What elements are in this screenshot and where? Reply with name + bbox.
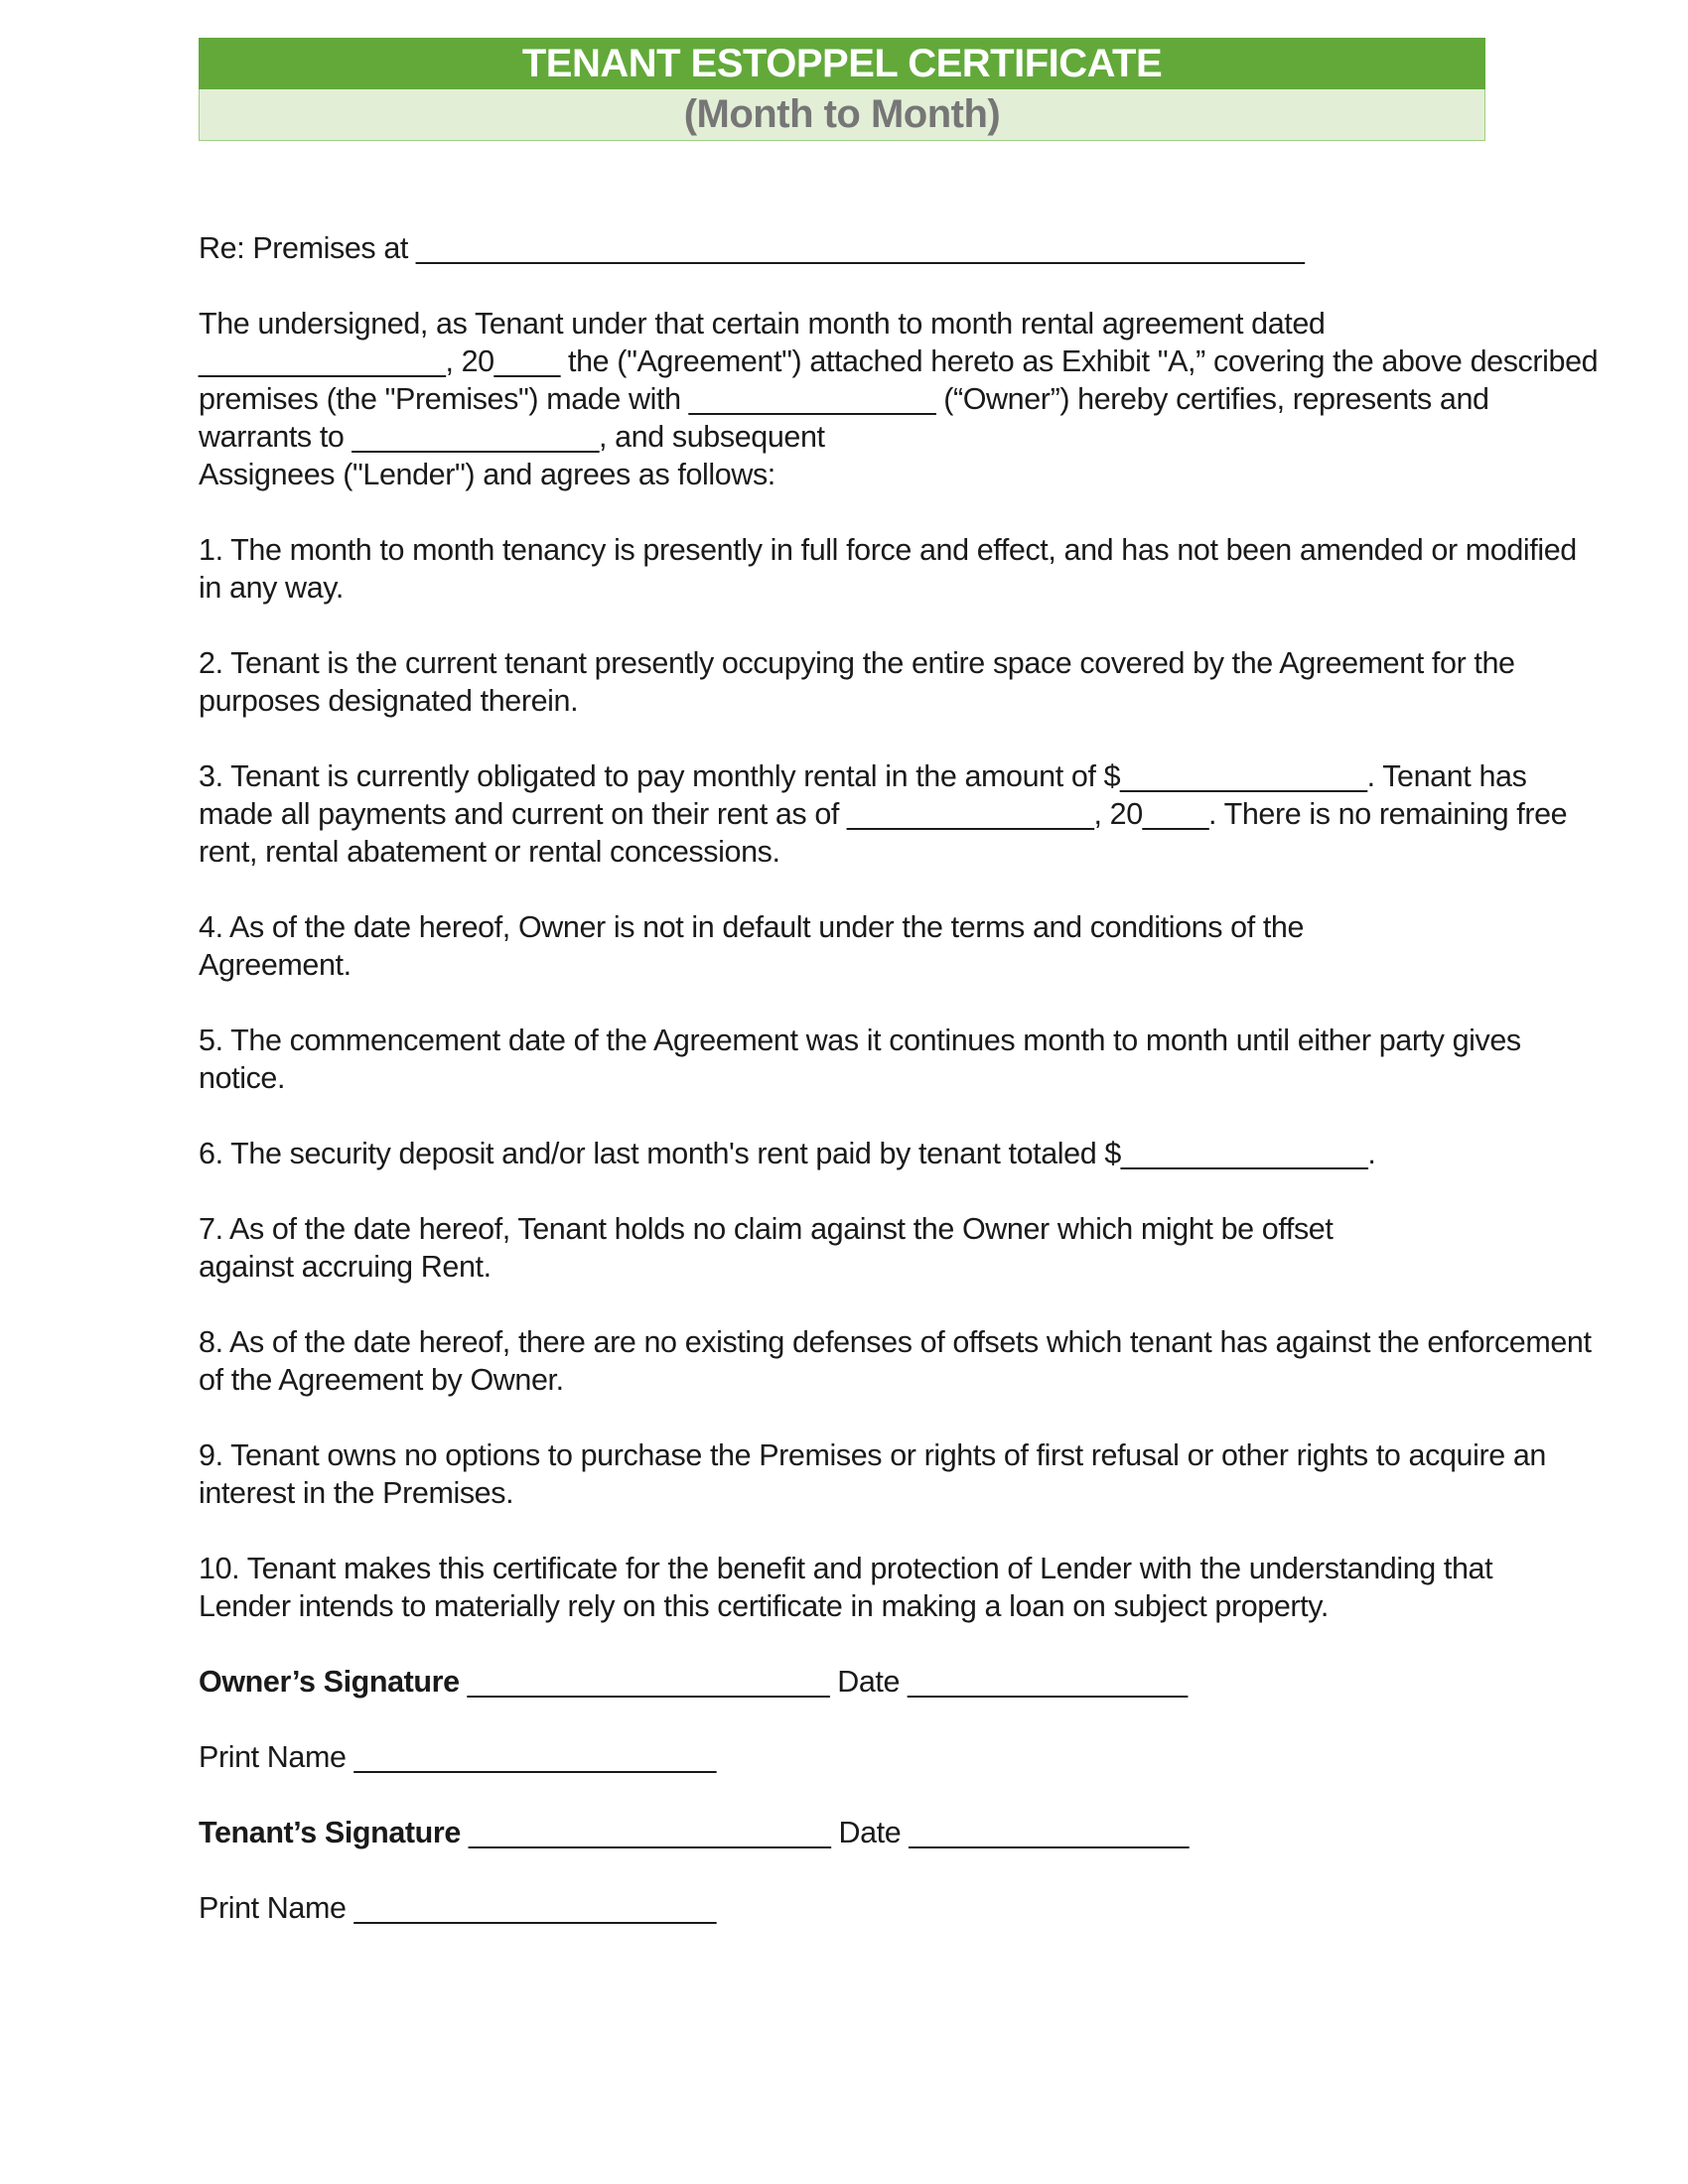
document-title: TENANT ESTOPPEL CERTIFICATE [521,41,1163,85]
clause-5: 5. The commencement date of the Agreement was it continues month to month until either party gives notice. [199,1024,1521,1095]
owner-signature-label: Owner’s Signature [199,1665,460,1699]
owner-print-name-blank[interactable]: ______________________ [346,1740,716,1774]
owner-signature-line [199,1663,1485,1701]
tenant-date-blank[interactable]: _________________ [901,1816,1189,1849]
clause-2: 2. Tenant is the current tenant presently occupying the entire space covered by the Agreement for the purposes designated therein. [199,646,1515,718]
tenant-signature-line [199,1814,1485,1851]
clause-6: 6. The security deposit and/or last month's rent paid by tenant totaled $_______________. [199,1137,1376,1170]
premises-line: Re: Premises at ______________________________________________________ [199,231,1305,265]
tenant-print-name-blank[interactable]: ______________________ [346,1891,716,1925]
intro-paragraph [199,305,1599,493]
intro-line-3: premises (the "Premises") made with _______________ (“Owner”) hereby certifies, represents and [199,382,1489,416]
owner-signature-blank[interactable]: ______________________ [459,1665,838,1699]
tenant-signature-label: Tenant’s Signature [199,1816,461,1849]
clause-9: 9. Tenant owns no options to purchase the Premises or rights of first refusal or other rights to acquire an interest in the Premises. [199,1438,1546,1510]
document-subtitle-banner [199,89,1485,141]
intro-line-4: warrants to _______________, and subsequent [199,420,825,454]
intro-line-5: Assignees ("Lender") and agrees as follows: [199,458,775,491]
document-page [199,38,1599,1927]
clause-1: 1. The month to month tenancy is presently in full force and effect, and has not been amended or modified in any way. [199,533,1577,605]
document-subtitle: (Month to Month) [683,92,1001,136]
intro-line-1: The undersigned, as Tenant under that certain month to month rental agreement dated [199,307,1326,341]
tenant-date-label: Date [838,1816,902,1849]
clause-7: 7. As of the date hereof, Tenant holds no claim against the Owner which might be offset against accruing Rent. [199,1212,1334,1284]
owner-date-label: Date [837,1665,901,1699]
document-body [199,229,1599,1927]
owner-print-name-label: Print Name [199,1740,347,1774]
tenant-print-name-line [199,1889,1485,1927]
intro-line-2: _______________, 20____ the ("Agreement") attached hereto as Exhibit "A,” covering the above described [199,344,1599,378]
owner-date-blank[interactable]: _________________ [900,1665,1188,1699]
clause-8: 8. As of the date hereof, there are no existing defenses of offsets which tenant has against the enforcement of the Agreement by Owner. [199,1325,1592,1397]
clause-10: 10. Tenant makes this certificate for the benefit and protection of Lender with the understanding that Lender intends to materially rely on this certificate in making a loan on subject property. [199,1552,1493,1623]
document-title-banner [199,38,1485,89]
tenant-signature-blank[interactable]: ______________________ [460,1816,839,1849]
owner-print-name-line [199,1738,1485,1776]
tenant-print-name-label: Print Name [199,1891,347,1925]
clause-4: 4. As of the date hereof, Owner is not in default under the terms and conditions of the Agreement. [199,910,1305,982]
clause-3: 3. Tenant is currently obligated to pay monthly rental in the amount of $_______________. Tenant has made all payments and current on their rent as of _______________, 20____. There is no remaining free rent, rental abatement or rental concessions. [199,759,1568,869]
